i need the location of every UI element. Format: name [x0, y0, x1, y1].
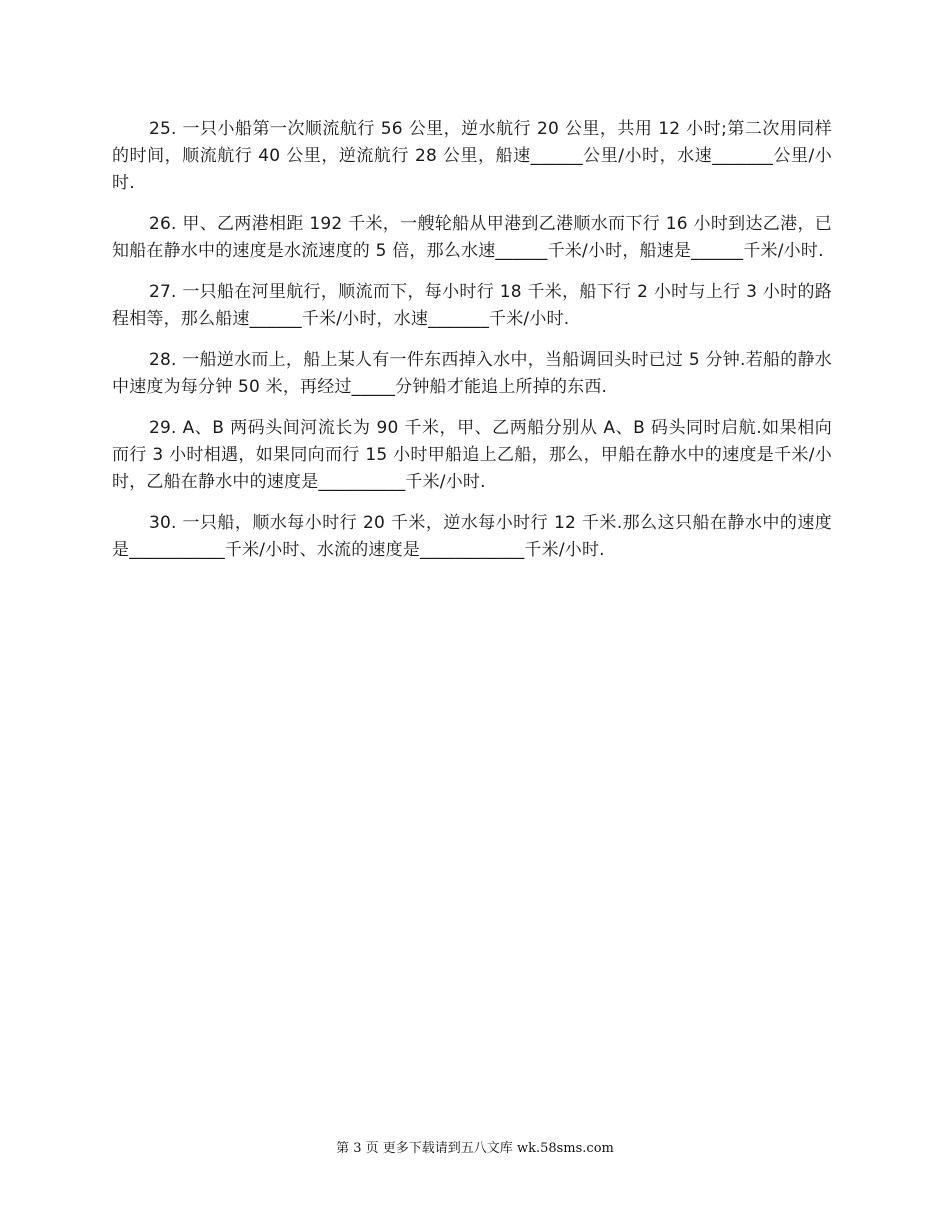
question-28: 28. 一船逆水而上，船上某人有一件东西掉入水中，当船调回头时已过 5 分钟.若船的静水中速度为每分钟 50 米，再经过_____分钟船才能追上所掉的东西. — [112, 350, 832, 397]
question-list — [112, 116, 832, 578]
question-30: 30. 一只船，顺水每小时行 20 千米，逆水每小时行 12 千米.那么这只船在静水中的速度是___________千米/小时、水流的速度是____________千米/小时. — [112, 513, 832, 560]
question-25: 25. 一只小船第一次顺流航行 56 公里，逆水航行 20 公里，共用 12 小时;第二次用同样的时间，顺流航行 40 公里，逆流航行 28 公里，船速______公里/小时，水速_______公里/小时. — [112, 119, 832, 193]
question-26: 26. 甲、乙两港相距 192 千米，一艘轮船从甲港到乙港顺水而下行 16 小时到达乙港，已知船在静水中的速度是水流速度的 5 倍，那么水速______千米/小时，船速是______千米/小时. — [112, 214, 832, 261]
page-footer: 第 3 页 更多下载请到五八文库 wk.58sms.com — [336, 1141, 614, 1156]
question-27: 27. 一只船在河里航行，顺流而下，每小时行 18 千米，船下行 2 小时与上行 3 小时的路程相等，那么船速______千米/小时，水速_______千米/小时. — [112, 282, 832, 329]
question-29: 29. A、B 两码头间河流长为 90 千米，甲、乙两船分别从 A、B 码头同时启航.如果相向而行 3 小时相遇，如果同向而行 15 小时甲船追上乙船，那么，甲船在静水中的速度是千米/小时，乙船在静水中的速度是__________千米/小时. — [112, 418, 832, 492]
